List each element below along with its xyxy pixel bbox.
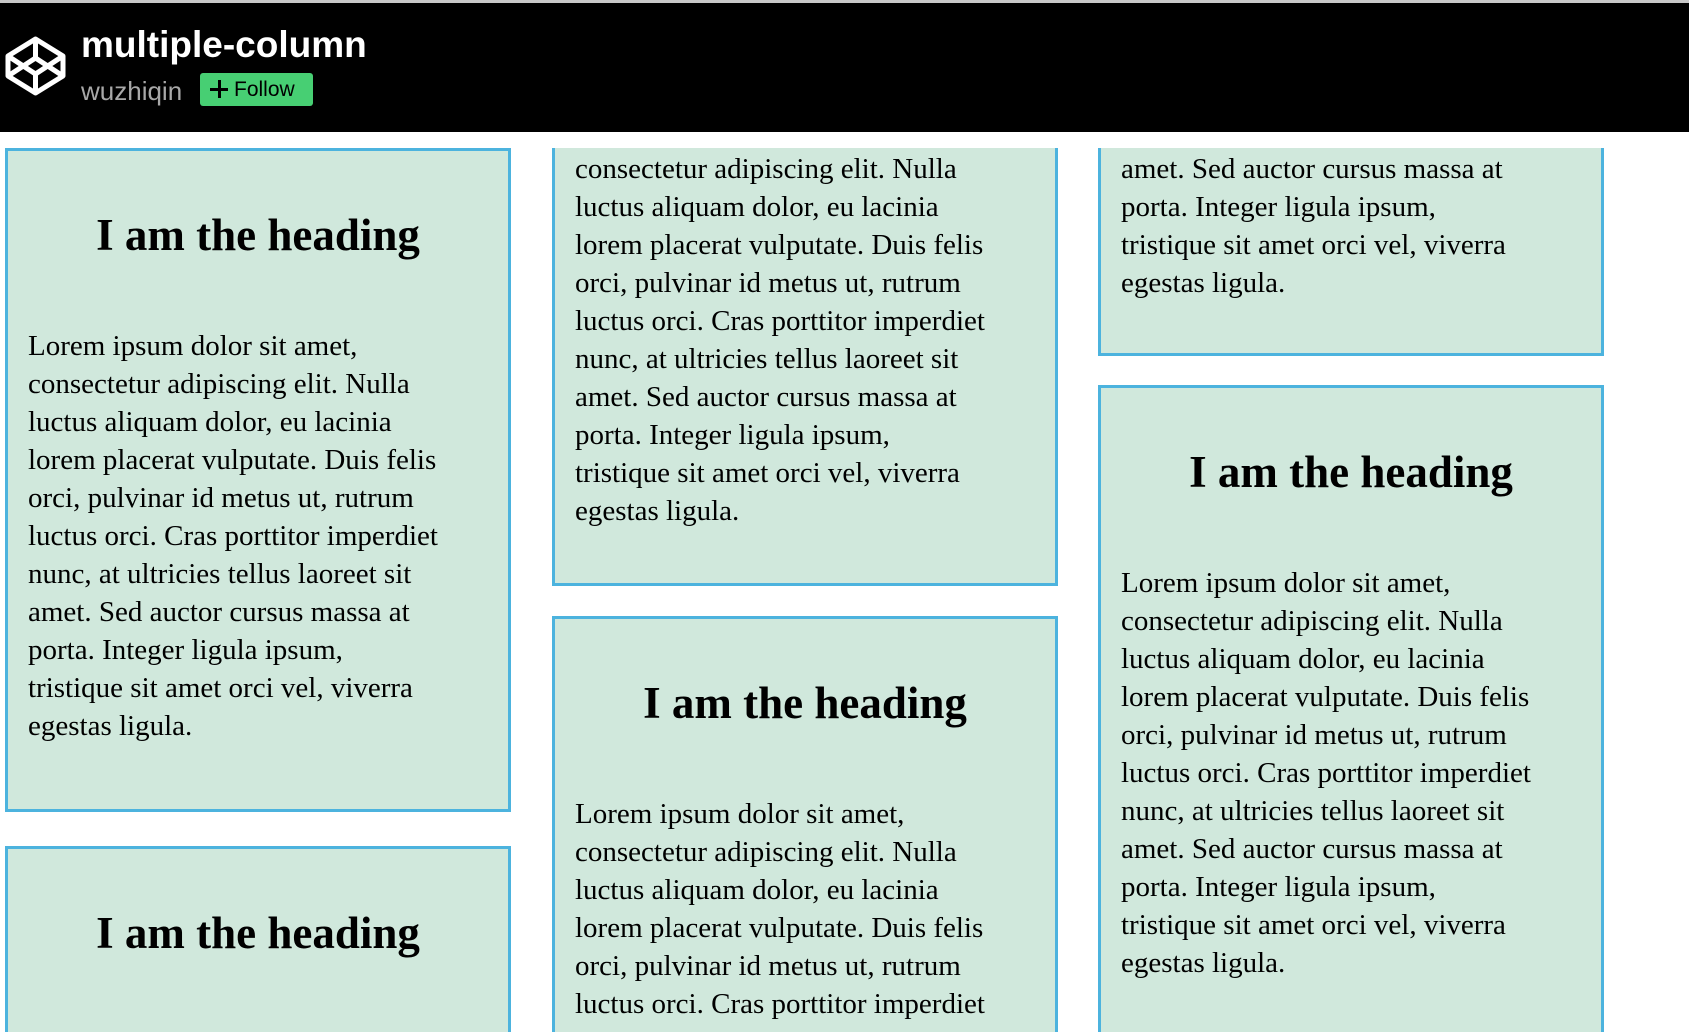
card	[1098, 385, 1604, 1032]
follow-label: Follow	[234, 78, 295, 101]
card-heading: I am the heading	[96, 908, 420, 958]
card-body: Lorem ipsum dolor sit amet, consectetur adipiscing elit. Nulla luctus aliquam dolor, eu lacinia lorem placerat vulputate. Duis felis orci, pulvinar id metus ut, rutrum luctus orci. Cras porttitor imperdiet nunc, at ultricies tellus laoreet sit amet. Sed auctor cursus massa at porta. Integer ligula ipsum, tristique sit amet orci vel, viverra egestas ligula.	[1121, 567, 1531, 979]
card	[5, 846, 511, 1032]
card-heading: I am the heading	[643, 678, 967, 728]
card-body: consectetur adipiscing elit. Nulla luctus aliquam dolor, eu lacinia lorem placerat vulputate. Duis felis orci, pulvinar id metus ut, rutrum luctus orci. Cras porttitor imperdiet nunc, at ultricies tellus laoreet sit amet. Sed auctor cursus massa at porta. Integer ligula ipsum, tristique sit amet orci vel, viverra egestas ligula.	[575, 153, 985, 527]
card-body: Lorem ipsum dolor sit amet, consectetur adipiscing elit. Nulla luctus aliquam dolor, eu lacinia lorem placerat vulputate. Duis felis orci, pulvinar id metus ut, rutrum luctus orci. Cras porttitor imperdiet	[575, 798, 985, 1020]
card	[1098, 148, 1604, 356]
card-body: amet. Sed auctor cursus massa at porta. Integer ligula ipsum, tristique sit amet orci vel, viverra egestas ligula.	[1121, 153, 1506, 299]
card	[552, 616, 1058, 1032]
card	[552, 148, 1058, 586]
codepen-logo-icon[interactable]	[4, 35, 67, 97]
multicolumn-content	[0, 132, 1689, 1032]
follow-button[interactable]	[200, 73, 313, 106]
card-heading: I am the heading	[1189, 447, 1513, 497]
card	[5, 148, 511, 812]
card-heading: I am the heading	[96, 210, 420, 260]
pen-header	[0, 3, 1689, 132]
pen-title: multiple-column	[81, 24, 367, 65]
author-name[interactable]: wuzhiqin	[81, 76, 183, 106]
card-body: Lorem ipsum dolor sit amet, consectetur adipiscing elit. Nulla luctus aliquam dolor, eu lacinia lorem placerat vulputate. Duis felis orci, pulvinar id metus ut, rutrum luctus orci. Cras porttitor imperdiet nunc, at ultricies tellus laoreet sit amet. Sed auctor cursus massa at porta. Integer ligula ipsum, tristique sit amet orci vel, viverra egestas ligula.	[28, 330, 438, 742]
plus-icon	[210, 80, 228, 98]
